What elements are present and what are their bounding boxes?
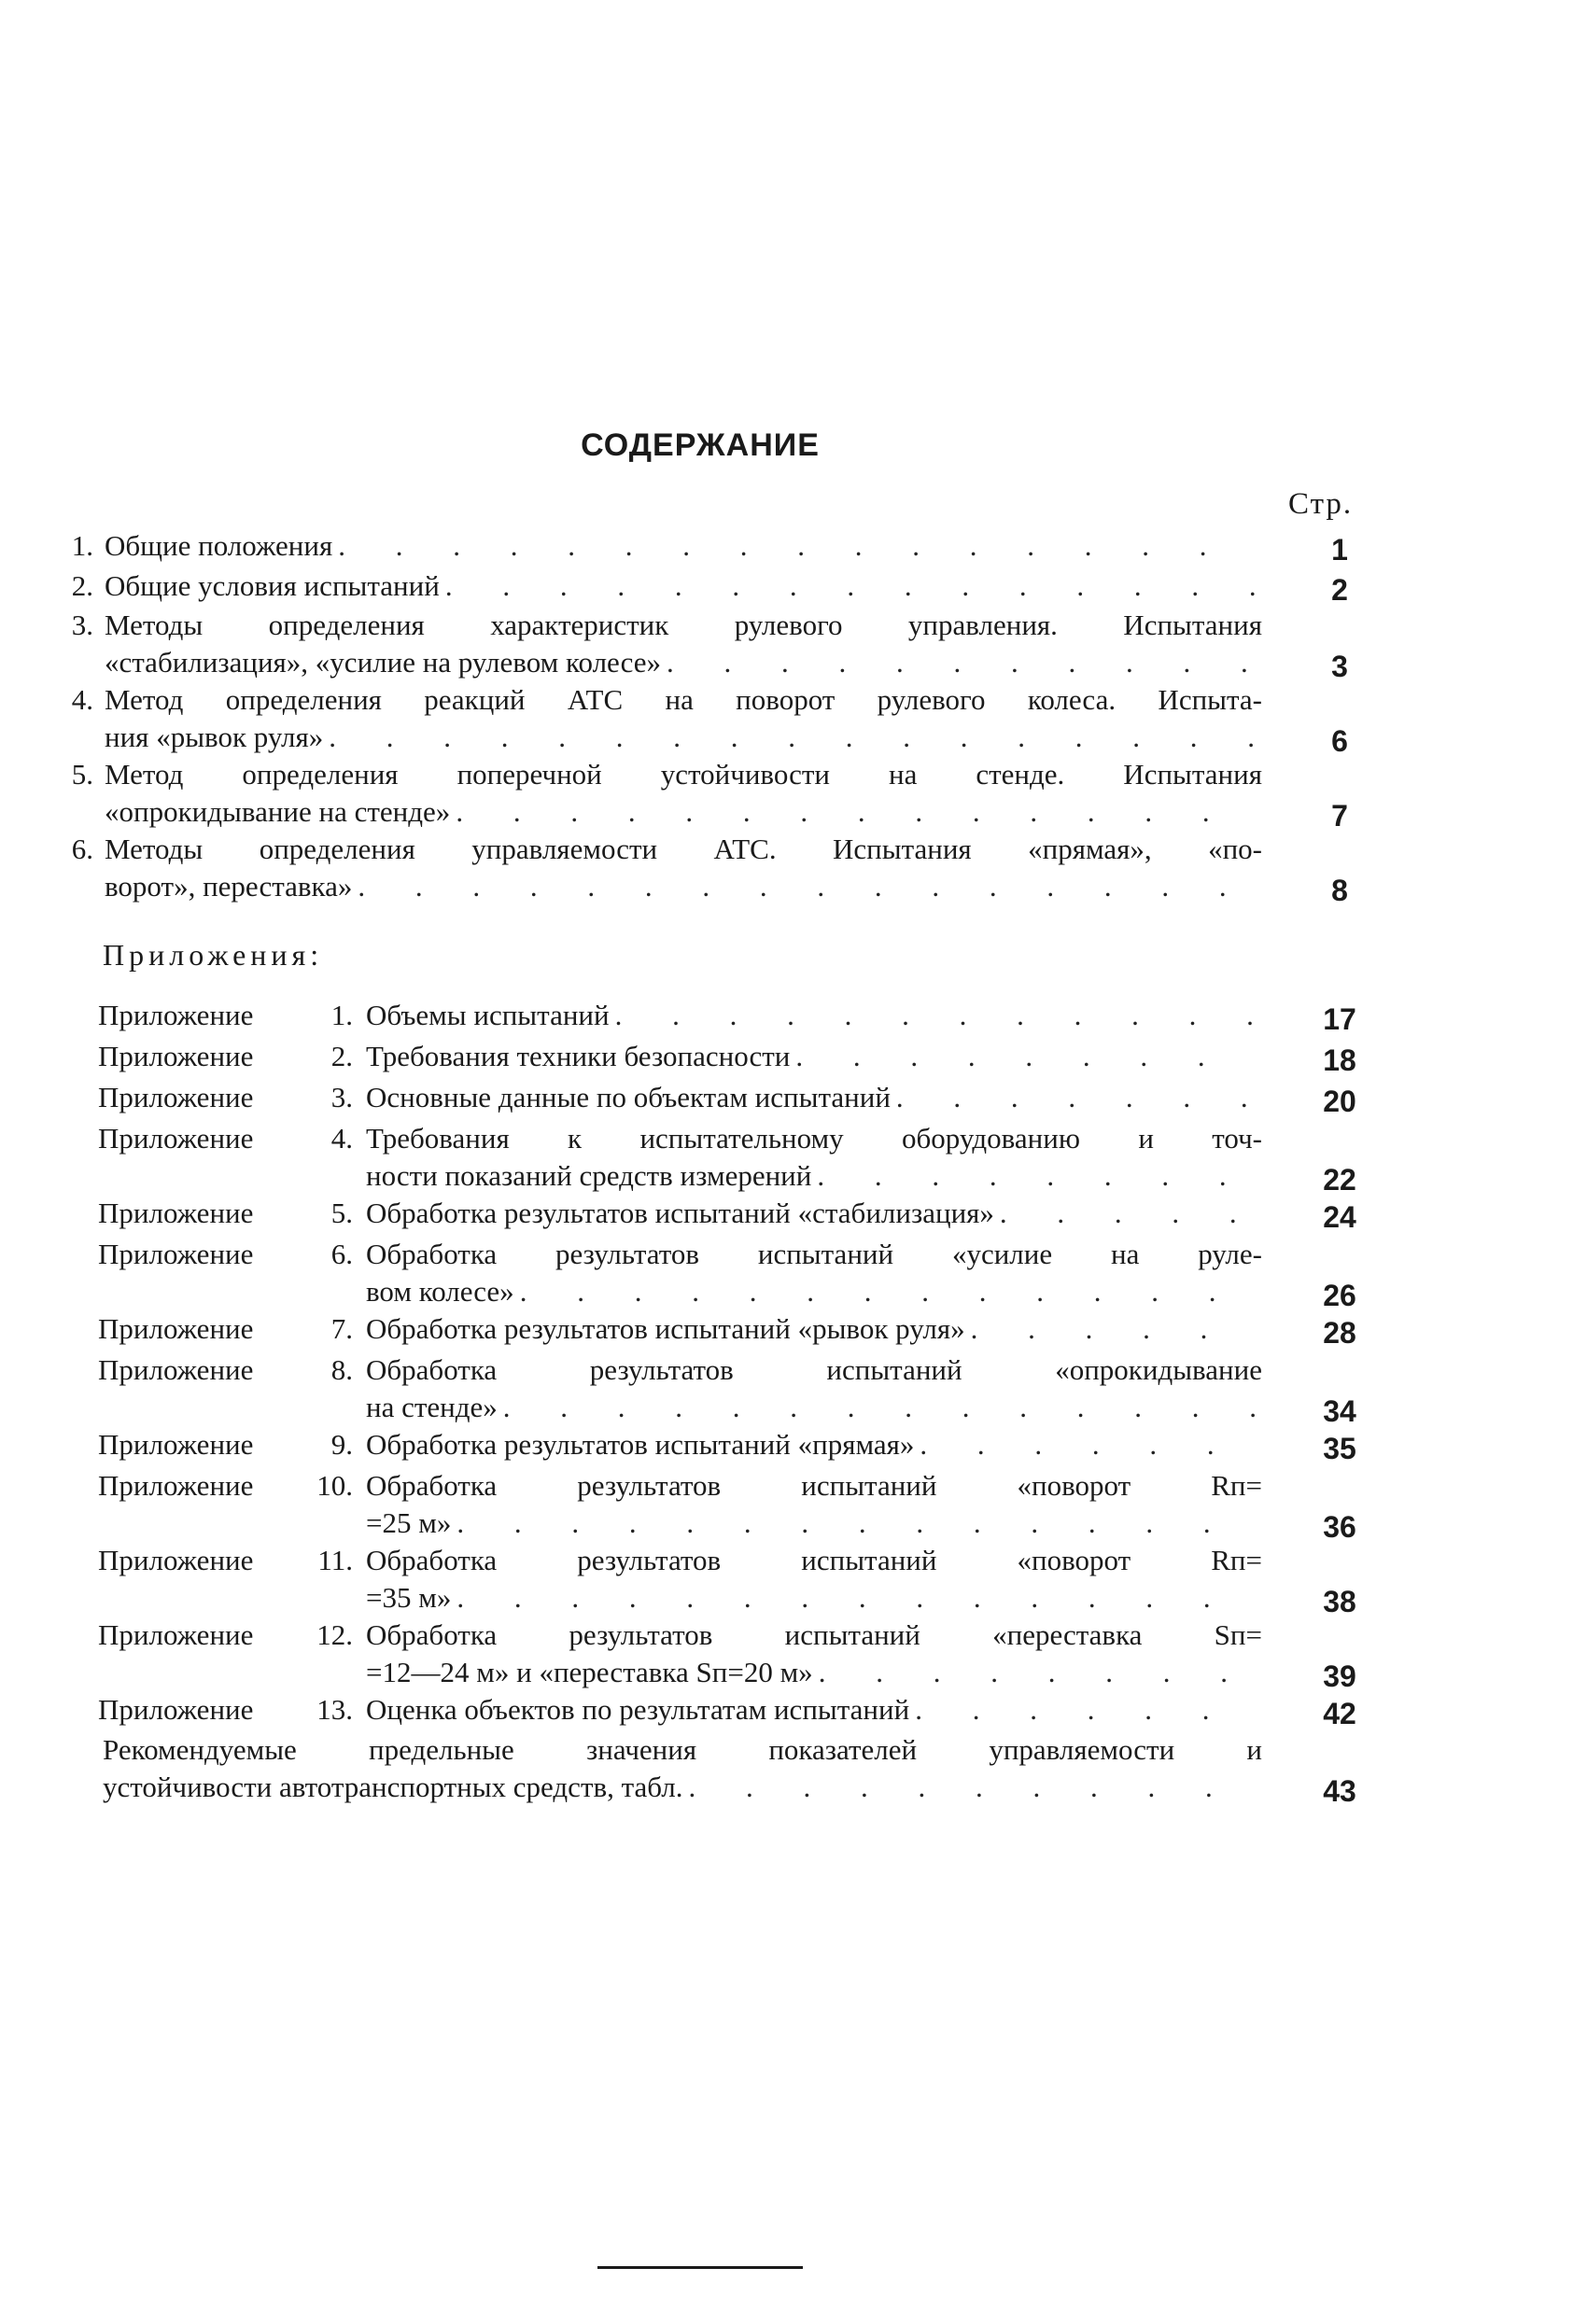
entry-text: Метод определения реакций АТС на поворот рулевого колеса. Испыта-: [105, 683, 1262, 716]
entry-number: 13.: [316, 1693, 353, 1726]
dot-leader: [358, 868, 1257, 905]
entry-body: [366, 997, 1262, 1034]
page-number: 20: [1323, 1085, 1356, 1118]
entry-body: [366, 1426, 1262, 1463]
entry-text-line: [366, 1038, 1262, 1075]
entry-text-line: [366, 1389, 1262, 1426]
appendix-label: Приложение: [98, 1081, 254, 1113]
entry-text-line: [366, 1579, 1262, 1617]
dot-leader: [503, 1389, 1257, 1426]
entry-number: 6.: [330, 1238, 353, 1270]
dot-leader: [795, 1038, 1257, 1075]
entry-text: =12—24 м» и «переставка Sп=20 м»: [366, 1656, 813, 1688]
entry-body: [105, 831, 1262, 905]
entry-text-line: [366, 1273, 1262, 1310]
page-number: 35: [1323, 1432, 1356, 1465]
entry-text-line: [105, 868, 1262, 905]
entry-text: ности показаний средств измерений: [366, 1159, 812, 1192]
dot-leader: [456, 1579, 1257, 1617]
entry-text: Требования к испытательному оборудованию и точ-: [366, 1122, 1262, 1155]
appendix-label: Приложение: [98, 1197, 254, 1229]
entry-text: устойчивости автотранспортных средств, табл.: [103, 1771, 683, 1803]
end-rule: [597, 2266, 803, 2269]
entry-number: 2.: [330, 1040, 353, 1072]
entry-text: Рекомендуемые предельные значения показателей управляемости и: [103, 1733, 1262, 1766]
entry-text: Требования техники безопасности: [366, 1040, 791, 1072]
entry-text: Обработка результатов испытаний «стабилизация»: [366, 1197, 994, 1229]
entry-number: 8.: [330, 1353, 353, 1386]
entry-text-line: [366, 1426, 1262, 1463]
appendix-label: Приложение: [98, 1544, 254, 1576]
entry-text: Общие положения: [105, 529, 333, 562]
entry-text: Обработка результатов испытаний «усилие на руле-: [366, 1238, 1262, 1270]
entry-body: [103, 1731, 1262, 1806]
page-number: 3: [1331, 650, 1348, 683]
dot-leader: [817, 1157, 1257, 1195]
page-number: 42: [1323, 1697, 1356, 1730]
dot-leader: [896, 1079, 1257, 1116]
entry-body: [366, 1467, 1262, 1542]
entry-text-line: [366, 1654, 1262, 1691]
appendix-label: Приложение: [98, 1693, 254, 1726]
entry-text-line: [366, 1079, 1262, 1116]
entry-body: [105, 681, 1262, 756]
entry-text: Методы определения управляемости АТС. Испытания «прямая», «по-: [105, 833, 1262, 865]
appendix-label: Приложение: [98, 1040, 254, 1072]
entry-number: 9.: [330, 1428, 353, 1461]
entry-text-line: [105, 567, 1262, 605]
entry-number: 5.: [330, 1197, 353, 1229]
dot-leader: [667, 644, 1257, 681]
appendix-label: Приложение: [98, 1428, 254, 1461]
entry-text: =25 м»: [366, 1506, 452, 1539]
page-number: 36: [1323, 1510, 1356, 1544]
dot-leader: [520, 1273, 1257, 1310]
page-number: 28: [1323, 1316, 1356, 1350]
entry-text: «стабилизация», «усилие на рулевом колесе»: [105, 646, 661, 679]
dot-leader: [689, 1769, 1257, 1806]
entry-number: 12.: [316, 1618, 353, 1651]
entry-number: 7.: [330, 1312, 353, 1345]
page-number: 6: [1331, 724, 1348, 758]
entry-text: Метод определения поперечной устойчивости на стенде. Испытания: [105, 758, 1262, 791]
entry-text: Обработка результатов испытаний «прямая»: [366, 1428, 915, 1461]
page-title: СОДЕРЖАНИЕ: [581, 427, 820, 463]
page-number: 18: [1323, 1043, 1356, 1077]
dot-leader: [1000, 1195, 1257, 1232]
page-column-label: Стр.: [1288, 487, 1354, 521]
entry-number: 3.: [330, 1081, 353, 1113]
entry-text-line: [366, 1195, 1262, 1232]
entry-number: 10.: [316, 1469, 353, 1502]
entry-text: Обработка результатов испытаний «рывок руля»: [366, 1312, 965, 1345]
entry-body: [366, 1691, 1262, 1729]
entry-text: Объемы испытаний: [366, 999, 610, 1031]
entry-number: 6.: [71, 833, 93, 865]
appendix-label: Приложение: [98, 1353, 254, 1386]
entry-body: [105, 607, 1262, 681]
page-number: 17: [1323, 1002, 1356, 1036]
page-number: 39: [1323, 1659, 1356, 1693]
entry-text: Обработка результатов испытаний «опрокидывание: [366, 1353, 1262, 1386]
page-number: 26: [1323, 1279, 1356, 1312]
entry-text-line: [103, 1769, 1262, 1806]
appendix-heading: Приложения:: [103, 938, 324, 972]
page-number: 7: [1331, 799, 1348, 833]
dot-leader: [445, 567, 1257, 605]
entry-text: =35 м»: [366, 1581, 452, 1614]
page-number: 1: [1331, 533, 1348, 567]
page-number: 24: [1323, 1200, 1356, 1234]
entry-text: ния «рывок руля»: [105, 721, 324, 753]
entry-text: Методы определения характеристик рулевого управления. Испытания: [105, 609, 1262, 641]
entry-body: [105, 567, 1262, 605]
entry-text: вом колесе»: [366, 1275, 514, 1308]
dot-leader: [915, 1691, 1257, 1729]
page-number: 8: [1331, 874, 1348, 907]
entry-text: Оценка объектов по результатам испытаний: [366, 1693, 910, 1726]
entry-body: [105, 756, 1262, 831]
entry-text: на стенде»: [366, 1391, 498, 1423]
appendix-label: Приложение: [98, 999, 254, 1031]
page-number: 22: [1323, 1163, 1356, 1197]
page-number: 43: [1323, 1774, 1356, 1808]
entry-body: [366, 1079, 1262, 1116]
dot-leader: [329, 719, 1257, 756]
dot-leader: [971, 1310, 1257, 1348]
entry-number: 3.: [71, 609, 93, 641]
entry-body: [366, 1617, 1262, 1691]
entry-text: Обработка результатов испытаний «переставка Sп=: [366, 1618, 1262, 1651]
entry-text-line: [366, 1310, 1262, 1348]
entry-text-line: [105, 644, 1262, 681]
entry-text: Общие условия испытаний: [105, 569, 440, 602]
appendix-label: Приложение: [98, 1469, 254, 1502]
entry-text-line: [366, 1157, 1262, 1195]
entry-number: 1.: [71, 529, 93, 562]
entry-text: ворот», переставка»: [105, 870, 353, 903]
entry-body: [366, 1120, 1262, 1195]
entry-text: Обработка результатов испытаний «поворот Rп=: [366, 1544, 1262, 1576]
entry-body: [366, 1310, 1262, 1348]
entry-text: Обработка результатов испытаний «поворот Rп=: [366, 1469, 1262, 1502]
entry-text-line: [366, 1691, 1262, 1729]
entry-number: 2.: [71, 569, 93, 602]
page-number: 38: [1323, 1585, 1356, 1618]
entry-text: Основные данные по объектам испытаний: [366, 1081, 891, 1113]
dot-leader: [456, 1505, 1257, 1542]
entry-body: [366, 1038, 1262, 1075]
page-number: 34: [1323, 1394, 1356, 1428]
appendix-label: Приложение: [98, 1122, 254, 1155]
entry-body: [366, 1351, 1262, 1426]
entry-text-line: [105, 719, 1262, 756]
entry-text-line: [366, 1505, 1262, 1542]
entry-number: 11.: [317, 1544, 353, 1576]
entry-number: 1.: [330, 999, 353, 1031]
dot-leader: [615, 997, 1257, 1034]
entry-text-line: [105, 793, 1262, 831]
dot-leader: [819, 1654, 1257, 1691]
dot-leader: [338, 527, 1257, 565]
appendix-label: Приложение: [98, 1618, 254, 1651]
dot-leader: [920, 1426, 1257, 1463]
entry-text: «опрокидывание на стенде»: [105, 795, 451, 828]
entry-number: 4.: [330, 1122, 353, 1155]
entry-body: [105, 527, 1262, 565]
page-number: 2: [1331, 573, 1348, 607]
entry-text-line: [366, 997, 1262, 1034]
entry-body: [366, 1236, 1262, 1310]
entry-number: 5.: [71, 758, 93, 791]
entry-text-line: [105, 527, 1262, 565]
dot-leader: [456, 793, 1257, 831]
entry-body: [366, 1195, 1262, 1232]
appendix-label: Приложение: [98, 1312, 254, 1345]
entry-body: [366, 1542, 1262, 1617]
appendix-label: Приложение: [98, 1238, 254, 1270]
entry-number: 4.: [71, 683, 93, 716]
